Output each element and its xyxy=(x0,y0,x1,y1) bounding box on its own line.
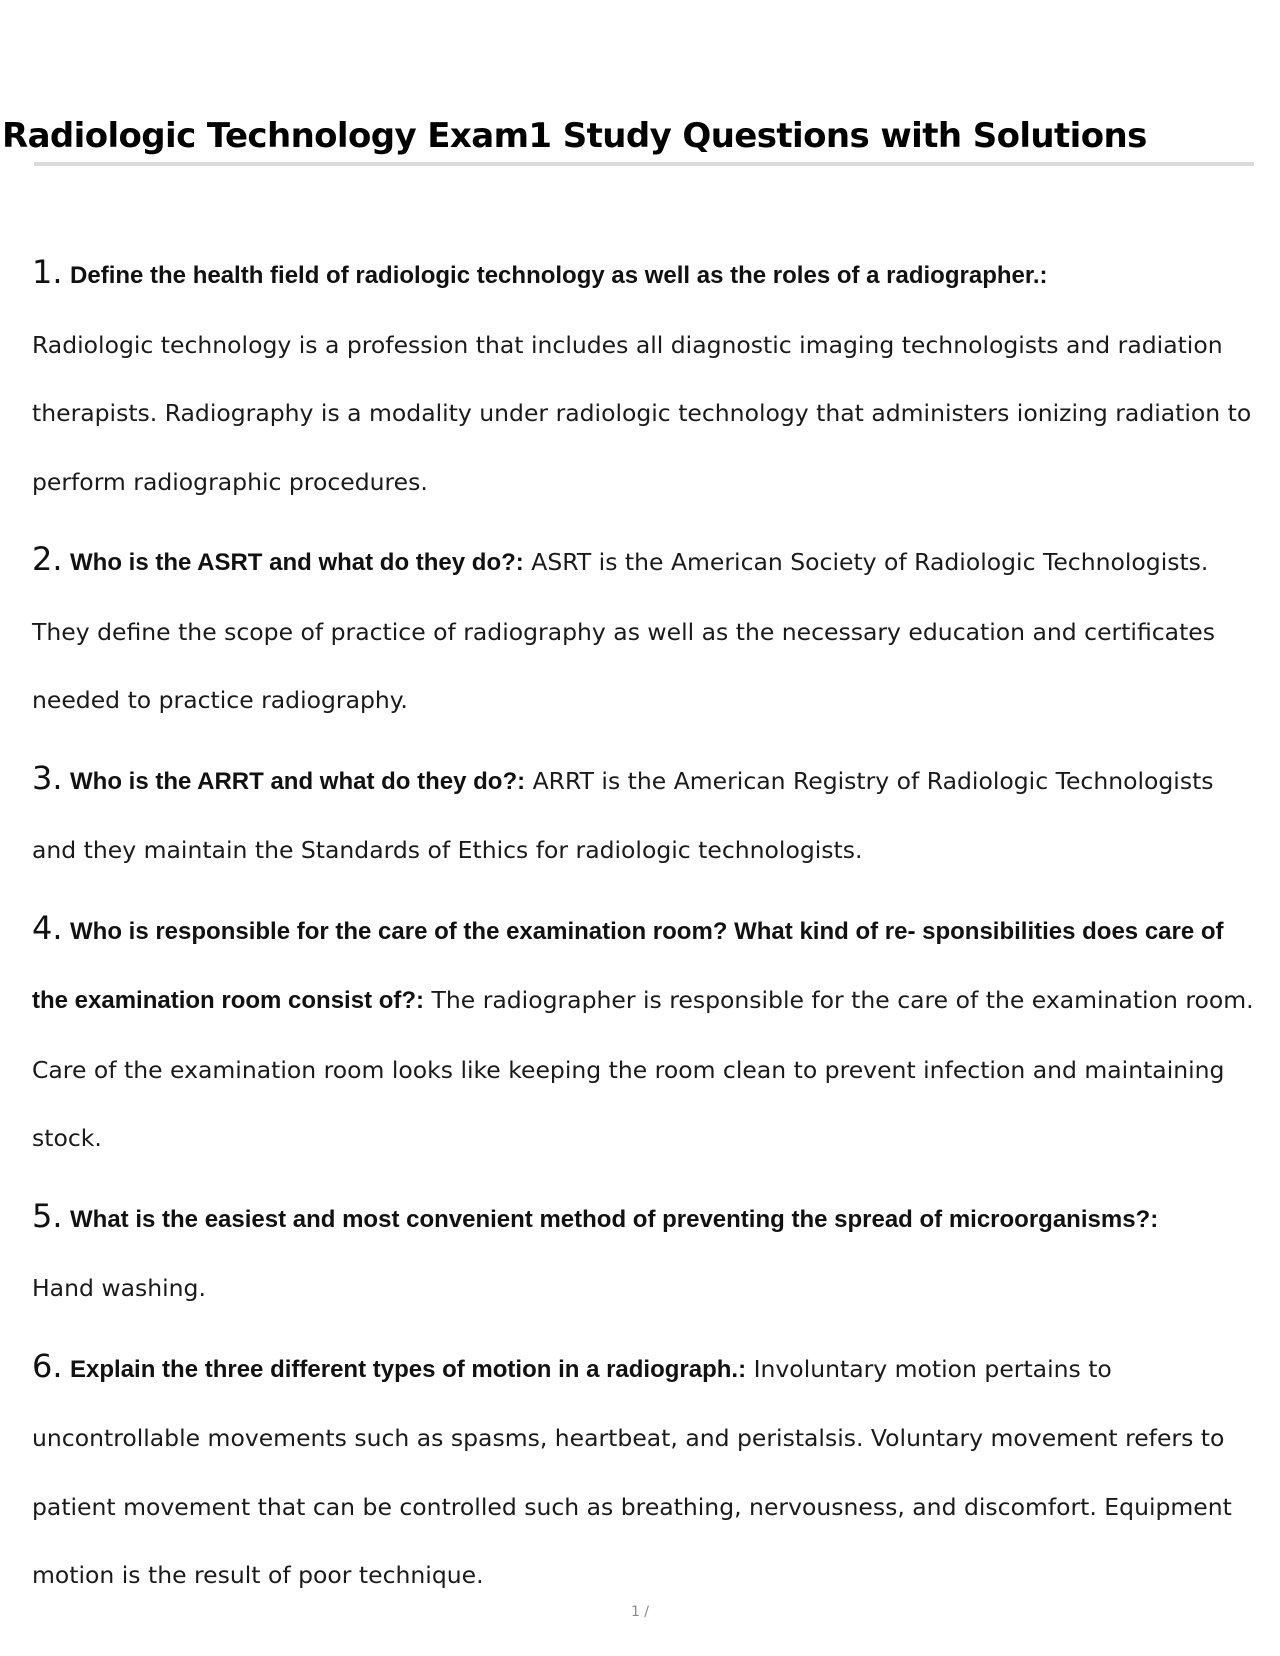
question-text: Define the health field of radiologic technology as well as the roles of a radiographer.: xyxy=(70,262,1048,289)
document-title: Radiologic Technology Exam1 Study Questions with Solutions xyxy=(2,116,1147,156)
qa-item xyxy=(32,238,1254,516)
qa-list xyxy=(32,238,1254,1619)
answer-text: ARRT is the American Registry of Radiologic Technologists and they maintain the Standards of Ethics for radiologic technologists. xyxy=(32,766,1214,864)
qa-item xyxy=(32,1332,1254,1610)
qa-item xyxy=(32,744,1254,885)
question-text: What is the easiest and most convenient method of preventing the spread of microorganisms?: xyxy=(70,1205,1159,1233)
question-text: Explain the three different types of motion in a radiograph.: xyxy=(70,1355,747,1383)
page-number: 1 / xyxy=(630,1604,650,1620)
question-number: 3. xyxy=(32,758,63,797)
question-number: 4. xyxy=(32,908,63,947)
qa-item xyxy=(32,894,1254,1173)
question-text: Who is the ARRT and what do they do?: xyxy=(70,767,526,795)
question-text: Who is the ASRT and what do they do?: xyxy=(70,549,524,576)
question-number: 6. xyxy=(32,1346,63,1385)
question-number: 5. xyxy=(32,1196,63,1235)
qa-item xyxy=(32,525,1254,735)
answer-text: Involuntary motion pertains to uncontrollable movements such as spasms, heartbeat, and peristalsis. Voluntary movement refers to patient movement that can be controlled such as breathing, nervousness, and discomfort. Equipment motion is the result of poor technique. xyxy=(32,1354,1232,1589)
title-divider xyxy=(34,162,1254,166)
question-number: 2. xyxy=(32,540,63,578)
answer-text: ASRT is the American Society of Radiologic Technologists. They define the scope of practice of radiography as well as the necessary education and certificates needed to practice radiography. xyxy=(32,548,1215,714)
question-number: 1. xyxy=(32,253,63,291)
qa-item xyxy=(32,1182,1254,1323)
answer-text: Radiologic technology is a profession that includes all diagnostic imaging technologists and radiation therapists. Radiography is a modality under radiologic technology that administers ionizing radiation to perform radiographic procedures. xyxy=(32,330,1252,496)
answer-text: Hand washing. xyxy=(32,1274,206,1302)
answer-text: The radiographer is responsible for the care of the examination room. Care of the examination room looks like keeping the room clean to prevent infection and maintaining stock. xyxy=(32,986,1254,1152)
question-text: Who is responsible for the care of the examination room? What kind of re- sponsibilities does care of the examination room consist of?: xyxy=(32,917,1224,1014)
